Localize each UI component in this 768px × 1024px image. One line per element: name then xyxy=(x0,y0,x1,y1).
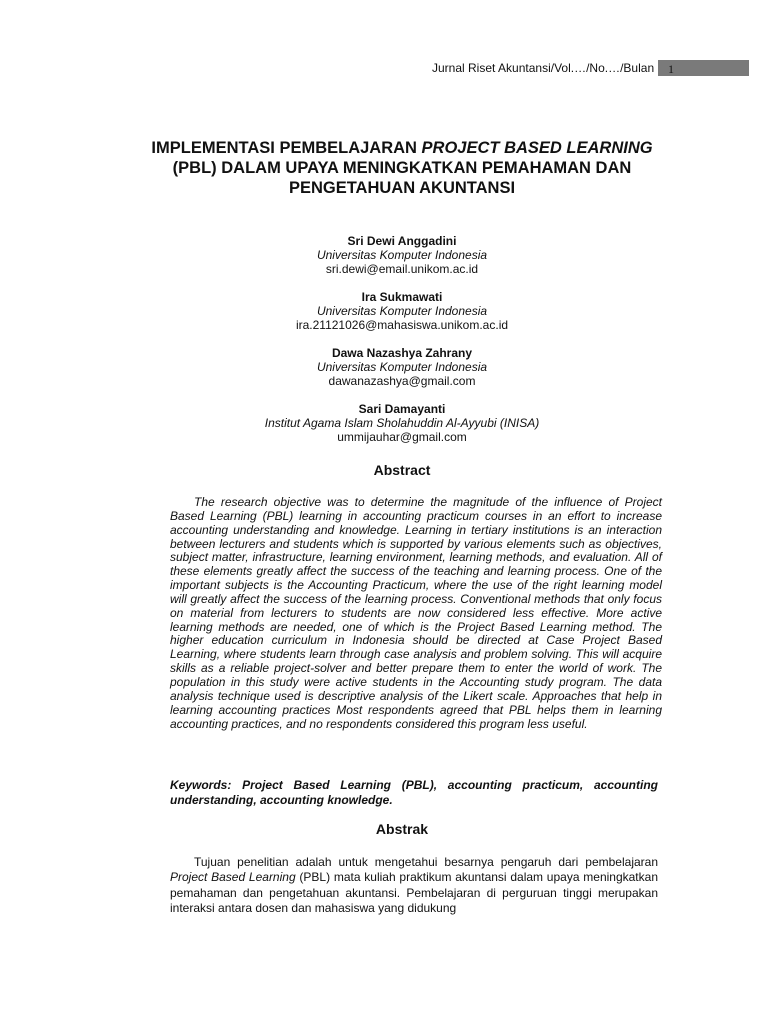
author-block xyxy=(170,290,634,332)
title-part-1: IMPLEMENTASI PEMBELAJARAN xyxy=(151,139,422,157)
author-email: sri.dewi@email.unikom.ac.id xyxy=(325,262,479,276)
author-affiliation: Universitas Komputer Indonesia xyxy=(316,360,488,374)
abstract-body: The research objective was to determine the magnitude of the influence of Project Based Learning (PBL) learning in accounting practicum courses in an effort to increase accounting understanding and knowledge. Learning in tertiary institutions is an interaction between lecturers and students which is supported by various elements such as objectives, subject matter, infrastructure, learning environment, learning methods, and evaluation. All of these elements greatly affect the success of the teaching and learning process. One of the important subjects is the Accounting Practicum, where the use of the right learning model will greatly affect the success of the learning process. Conventional methods that only focus on material from lecturers to students are now considered less effective. More active learning methods are needed, one of which is the Project Based Learning method. The higher education curriculum in Indonesia should be directed at Case Project Based Learning, where students learn through case analysis and problem solving. This will acquire skills as a reliable project-solver and better prepare them to enter the world of work. The population in this study were active students in the Accounting study program. The data analysis technique used is descriptive analysis of the Likert scale. Approaches that help in learning accounting practices Most respondents agreed that PBL helps them in learning accounting practices, and no respondents considered this program less useful. xyxy=(170,495,662,731)
author-name: Sri Dewi Anggadini xyxy=(347,234,457,248)
author-name: Ira Sukmawati xyxy=(361,290,443,304)
author-block xyxy=(170,346,634,388)
abstrak-text-2: (PBL) mata kuliah praktikum akuntansi dalam upaya meningkatkan pemahaman dan pengetahuan akuntansi. Pembelajaran di perguruan tinggi merupakan interaksi antara dosen dan mahasiswa yang didukung xyxy=(170,870,658,915)
journal-header: Jurnal Riset Akuntansi/Vol.…/No.…/Bulan xyxy=(432,61,655,75)
author-name: Sari Damayanti xyxy=(358,402,446,416)
author-email: dawanazashya@gmail.com xyxy=(328,374,476,388)
author-affiliation: Institut Agama Islam Sholahuddin Al-Ayyubi (INISA) xyxy=(264,416,540,430)
keywords: Keywords: Project Based Learning (PBL), accounting practicum, accounting understanding, accounting knowledge. xyxy=(170,778,658,807)
author-list xyxy=(170,234,634,458)
author-affiliation: Universitas Komputer Indonesia xyxy=(316,248,488,262)
author-affiliation: Universitas Komputer Indonesia xyxy=(316,304,488,318)
author-name: Dawa Nazashya Zahrany xyxy=(331,346,473,360)
title-part-3: (PBL) DALAM UPAYA MENINGKATKAN PEMAHAMAN DAN PENGETAHUAN AKUNTANSI xyxy=(172,159,632,197)
abstrak-body xyxy=(170,855,658,916)
author-block xyxy=(170,234,634,276)
paper-title xyxy=(150,138,654,198)
abstrak-heading: Abstrak xyxy=(375,821,429,837)
page-number: 1 xyxy=(658,60,749,76)
abstract-heading: Abstract xyxy=(373,462,431,478)
title-part-2: PROJECT BASED LEARNING xyxy=(421,139,653,157)
abstrak-italic-term: Project Based Learning xyxy=(170,870,296,885)
author-email: ira.21121026@mahasiswa.unikom.ac.id xyxy=(295,318,509,332)
abstrak-text-1: Tujuan penelitian adalah untuk mengetahui besarnya pengaruh dari pembelajaran xyxy=(194,855,658,869)
author-block xyxy=(170,402,634,444)
author-email: ummijauhar@gmail.com xyxy=(337,430,467,444)
